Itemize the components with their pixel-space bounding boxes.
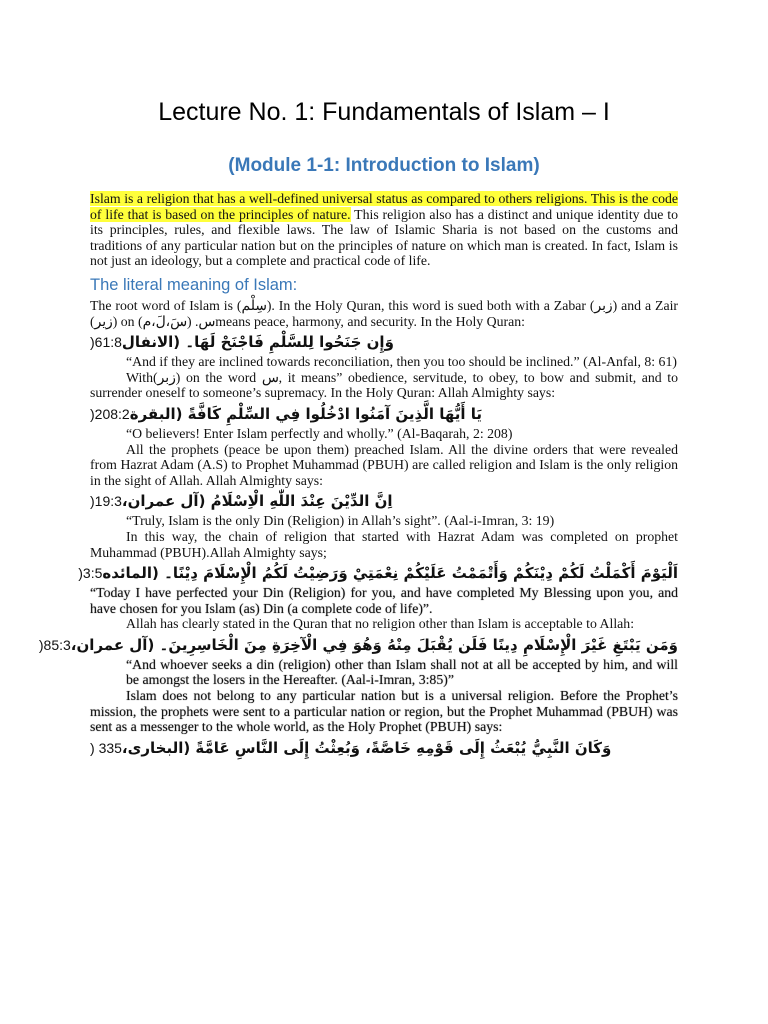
verse-ref: 3:5( bbox=[78, 565, 103, 582]
translation-imran-19: “Truly, Islam is the only Din (Religion) in Allah’s sight”. (Aal-i-Imran, 3: 19) bbox=[126, 513, 555, 529]
root-word-paragraph: The root word of Islam is (سِلْم). In the Holy Quran, this word is sued both with a Zabar (زبر) and a Zair (زير) on س. (سَ،لَ،م)means peace, harmony, and security. In the Holy Quran: bbox=[90, 297, 678, 329]
verse-ref: 61:8( bbox=[90, 334, 122, 351]
arabic-verse-baqarah: يَا أَيُّهَا الَّذِينَ آمَنُوا ادْخُلُوا فِي السِّلْمِ كَافَّةً (البقرة208:2( bbox=[90, 404, 482, 423]
translation-imran-85: “And whoever seeks a din (religion) other than Islam shall not at all be accepted by him, and will be amongst the losers in the Hereafter. (Aal-i-Imran, 3:85)” bbox=[126, 656, 678, 688]
arabic-verse-anfal: وَإِن جَنَحُوا لِلسَّلْمِ فَاجْنَحْ لَهَا۔ (الانفال61:8( bbox=[90, 333, 394, 352]
translation-anfal: “And if they are inclined towards reconciliation, then you too should be inclined.” (Al-Anfal, 8: 61) bbox=[126, 354, 677, 370]
arabic-verse-imran-19: اِنَّ الدِّيْنَ عِنْدَ اللّٰهِ الْاِسْلَامُ (آل عمران،19:3( bbox=[90, 492, 393, 511]
intro-rest: This religion also has a distinct and unique identity due to its principles, rules, and flexible laws. The law of Islamic Sharia is not based on the customs and traditions of any particular nation but on the principles of nature on which man is created. In fact, Islam is not just an ideology, but a complete and practical code of life. bbox=[90, 206, 678, 269]
zabar-paragraph: With(زبر) on the word س, it means” obedience, servitude, to obey, to bow and submit, and to surrender oneself to someone’s supremacy. In the Holy Quran: Allah Almighty says: bbox=[90, 369, 679, 401]
intro-paragraph bbox=[90, 191, 678, 269]
module-subtitle: (Module 1-1: Introduction to Islam) bbox=[228, 155, 540, 176]
verse-ref: 19:3( bbox=[90, 493, 122, 510]
verse-ref: 208:2( bbox=[90, 405, 130, 422]
hadith-ref: 335 ( bbox=[90, 739, 122, 756]
arabic-verse-imran-85: وَمَن يَبْتَغِ غَيْرَ الْإِسْلَامِ دِينًا فَلَن يُقْبَلَ مِنْهُ وَهُوَ فِي الْآخِرَةِ مِنَ الْخَاسِرِينَ۔ (آل عمران،85:3( bbox=[38, 635, 678, 654]
prophets-paragraph: All the prophets (peace be upon them) preached Islam. All the divine orders that were revealed from Hazrat Adam (A.S) to Prophet Muhammad (PBUH) are called religion and Islam is the only religion in the sight of Allah. Allah Almighty says: bbox=[90, 441, 678, 488]
universal-religion-paragraph: Islam does not belong to any particular nation but is a universal religion. Before the Prophet’s mission, the prophets were sent to a particular nation or region, but the Prophet Muhammad (PBUH) was sent as a messenger to the whole world, as the Holy Prophet (PBUH) says: bbox=[90, 688, 678, 735]
translation-maidah: “Today I have perfected your Din (Religion) for you, and have completed My Blessing upon you, and have chosen for you Islam (as) Din (a complete code of life)”. bbox=[90, 585, 678, 616]
chain-paragraph: In this way, the chain of religion that started with Hazrat Adam was completed on prophet Muhammad (PBUH).Allah Almighty says; bbox=[90, 528, 678, 560]
verse-ref: 85:3( bbox=[38, 636, 71, 653]
translation-baqarah: “O believers! Enter Islam perfectly and wholly.” (Al-Baqarah, 2: 208) bbox=[126, 425, 513, 441]
section-heading-literal-meaning: The literal meaning of Islam: bbox=[90, 275, 298, 294]
page-title: Lecture No. 1: Fundamentals of Islam – I bbox=[158, 98, 610, 126]
arabic-hadith-bukhari: وَكَانَ النَّبِيُّ يُبْعَثُ إِلَى قَوْمِهِ خَاصَّةً، وَبُعِثْتُ إِلَى النَّاسِ عَامَّةً (البخارى،335 ( bbox=[90, 738, 612, 757]
arabic-verse-maidah: اَلْيَوْمَ أَكْمَلْتُ لَكُمْ دِيْنَكُمْ وَأَتْمَمْتُ عَلَيْكُمْ نِعْمَتِيْ وَرَضِيْتُ لَكُمُ الْإِسْلَامَ دِيْنًا۔ (المائده3:5( bbox=[78, 564, 678, 583]
clearly-stated-paragraph: Allah has clearly stated in the Quran that no religion other than Islam is acceptable to Allah: bbox=[126, 616, 635, 632]
highlighted-text: Islam is a religion that has a well-defined universal status as compared to others religions. This is the code of life that is based on the principles of nature. bbox=[90, 191, 678, 222]
